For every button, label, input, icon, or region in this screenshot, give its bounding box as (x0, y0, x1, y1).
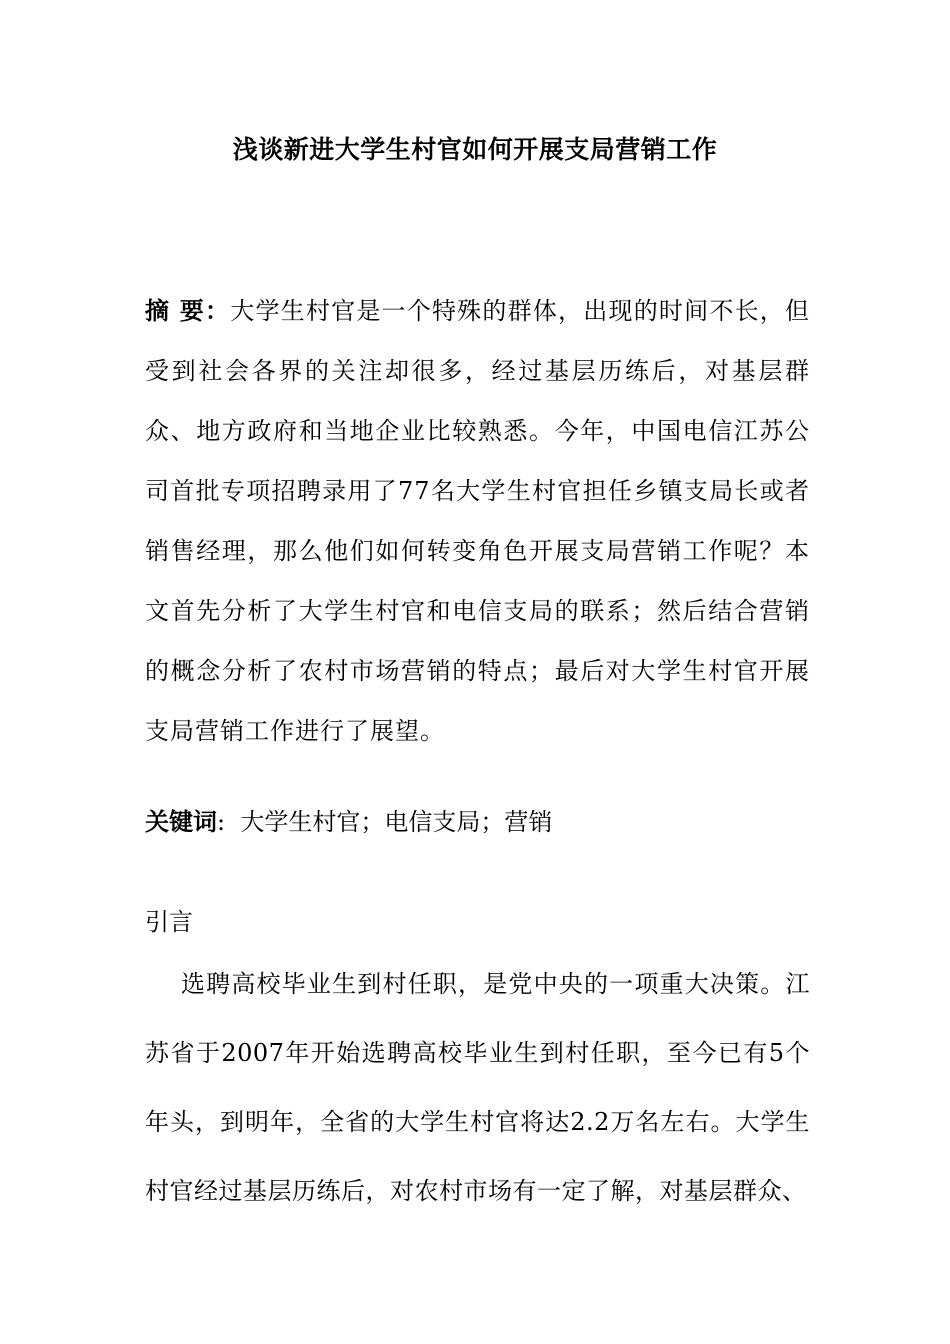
keywords-separator: : (217, 808, 226, 836)
intro-heading: 引言 (145, 908, 193, 936)
keywords-text: 大学生村官；电信支局；营销 (225, 808, 553, 836)
abstract-paragraph (145, 281, 810, 761)
abstract-text: 大学生村官是一个特殊的群体，出现的时间不长，但受到社会各界的关注却很多，经过基层历练后，对基层群众、地方政府和当地企业比较熟悉。今年，中国电信江苏公司首批专项招聘录用了77名大学生村官担任乡镇支局长或者销售经理，那么他们如何转变角色开展支局营销工作呢？本文首先分析了大学生村官和电信支局的联系；然后结合营销的概念分析了农村市场营销的特点；最后对大学生村官开展支局营销工作进行了展望。 (145, 297, 811, 745)
keywords-section (145, 798, 810, 846)
keywords-line (145, 798, 810, 846)
keywords-label: 关键词 (145, 808, 217, 836)
document-title: 浅谈新进大学生村官如何开展支局营销工作 (232, 135, 718, 164)
abstract-label: 摘 要： (145, 297, 231, 325)
intro-paragraph: 选聘高校毕业生到村任职，是党中央的一项重大决策。江苏省于2007年开始选聘高校毕业生到村任职，至今已有5个年头，到明年，全省的大学生村官将达2.2万名左右。大学生村官经过基层历练后，对农村市场有一定了解，对基层群众、 (145, 970, 810, 1205)
abstract-section (145, 281, 810, 761)
